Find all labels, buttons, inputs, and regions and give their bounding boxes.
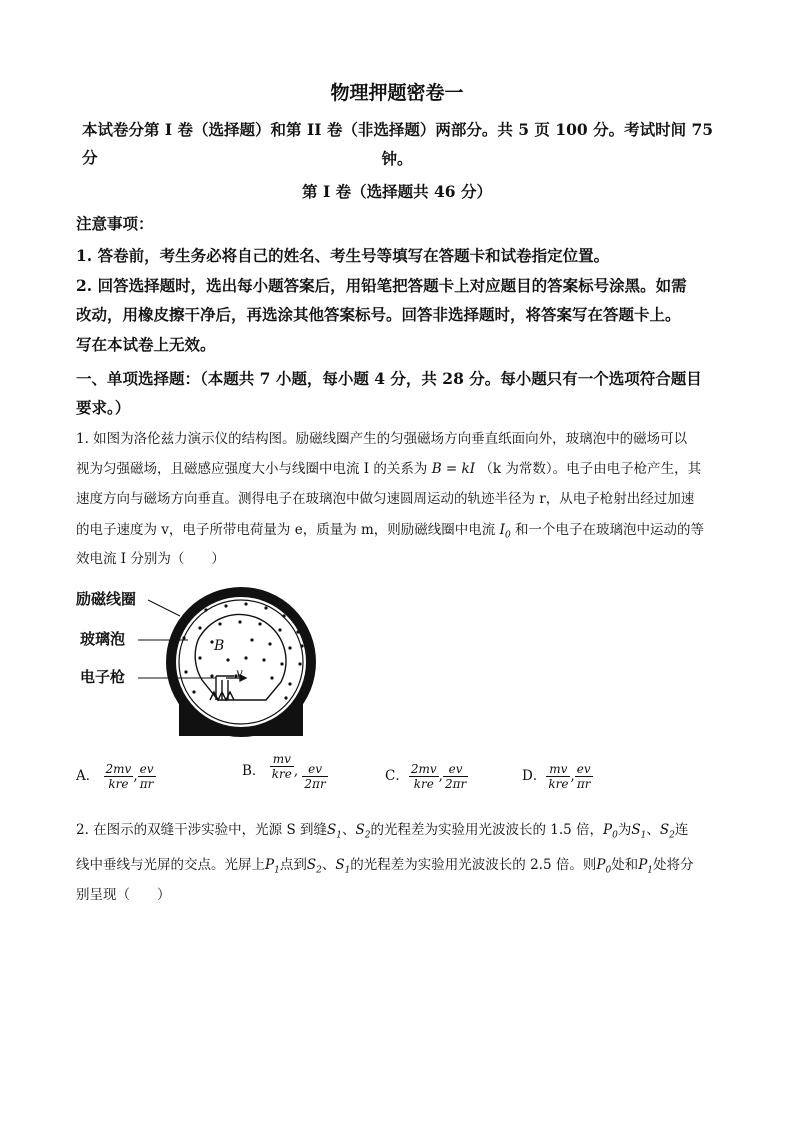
label-excitation-coil: 励磁线圈 [76, 590, 137, 608]
q1-line-2 [76, 456, 736, 483]
q1-option-a[interactable]: A． $\frac{2mv}{\text{kre}}$ , $\frac{ev}{\pi r}$ [76, 762, 154, 791]
q2-p0: $P_0$ [603, 822, 618, 841]
q1-option-d[interactable]: D． $\frac{mv}{\text{kre}}$ , $\frac{ev}{\pi r}$ [522, 762, 591, 791]
q1-line-4b: 和一个电子在玻璃泡中运动的等 [514, 522, 704, 538]
q1-line-2b: （k 为常数）。电子由电子枪产生，其 [479, 461, 702, 477]
note-2-line-1: 2. 回答选择题时，选出每小题答案后，用铅笔把答题卡上对应题目的答案标号涂黑。如需 [76, 276, 687, 295]
intro-line-2: 钟。 [381, 149, 413, 168]
label-magnetic-field-B: B [214, 638, 225, 654]
note-2-line-2: 改动，用橡皮擦干净后，再选涂其他答案标号。回答非选择题时，将答案写在答题卡上。 [76, 305, 681, 324]
label-glass-bulb: 玻璃泡 [80, 630, 126, 648]
page-title: 物理押题密卷一 [330, 82, 464, 104]
q1-option-c[interactable]: C． $\frac{2mv}{\text{kre}}$ , $\frac{ev}{2\pi r}$ [385, 762, 467, 791]
q1-i0: $I_0$ [499, 522, 511, 541]
q1-line-4a: 的电子速度为 v，电子所带电荷量为 e，质量为 m，则励磁线圈中电流 [76, 522, 496, 538]
q1-line-5: 效电流 I 分别为（ ） [76, 551, 225, 567]
q2-line-1: 2. 在图示的双缝干涉实验中，光源 S 到缝$S_1$、$S_2$的光程差为实验用光波波长的 1.5 倍，$P_0$为$S_1$、$S_2$连 [76, 822, 689, 841]
label-velocity-v: v [236, 666, 243, 680]
q1-line-4 [76, 517, 736, 550]
q1-formula: B = kI [431, 461, 476, 477]
note-2-line-3: 写在本试卷上无效。 [76, 335, 216, 354]
q1-line-3: 速度方向与磁场方向垂直。测得电子在玻璃泡中做匀速圆周运动的轨迹半径为 r，从电子枪射出经过加速 [76, 491, 695, 507]
notes-title: 注意事项： [76, 214, 154, 233]
intro-line-1: 本试卷分第 I 卷（选择题）和第 II 卷（非选择题）两部分。共 5 页 100 分。考试时间 75 分 [82, 120, 714, 167]
q2-s2: $S_2$ [355, 822, 371, 841]
q1-option-b[interactable]: B． $\frac{mv}{\text{kre}}$ , $\frac{ev}{2\pi r}$ [242, 752, 326, 791]
lorentz-apparatus-figure [76, 580, 316, 738]
section-heading: 第 I 卷（选择题共 46 分） [302, 182, 492, 201]
q2-line-2: 线中垂线与光屏的交点。光屏上$P_1$点到$S_2$、$S_1$的光程差为实验用光波波长的 2.5 倍。则$P_0$处和$P_1$处将分 [76, 857, 694, 876]
label-electron-gun: 电子枪 [80, 668, 126, 686]
q1-line-2a: 视为匀强磁场，且磁感应强度大小与线圈中电流 I 的关系为 [76, 461, 428, 477]
q1-line-1: 1. 如图为洛伦兹力演示仪的结构图。励磁线圈产生的匀强磁场方向垂直纸面向外，玻璃泡中的磁场可以 [76, 431, 688, 447]
note-1: 1. 答卷前，考生务必将自己的姓名、考生号等填写在答题卡和试卷指定位置。 [76, 246, 610, 265]
q2-p1: $P_1$ [265, 857, 280, 876]
glass-bulb [195, 614, 286, 700]
q2-line-3: 别呈现（ ） [76, 887, 171, 903]
part1-heading-line-2: 要求。） [76, 398, 131, 417]
q2-s1: $S_1$ [327, 822, 342, 841]
part1-heading-line-1: 一、单项选择题：（本题共 7 小题，每小题 4 分，共 28 分。每小题只有一个选项符合题目 [76, 369, 702, 388]
